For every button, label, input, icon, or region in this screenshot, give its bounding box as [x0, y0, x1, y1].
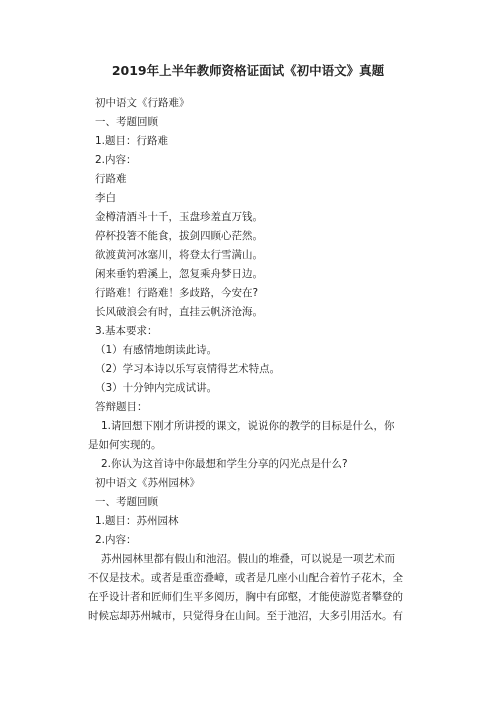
text-line: 初中语文《行路难》 — [95, 97, 190, 109]
text-line: 是如何实现的。 — [88, 439, 162, 451]
text-line: 行路难！行路难！多歧路，今安在? — [95, 287, 259, 299]
text-line: 行路难 — [95, 173, 127, 185]
text-line: 停杯投箸不能食，拔剑四顾心茫然。 — [95, 230, 263, 242]
text-line: 1.请回想下刚才所讲授的课文，说说你的教学的目标是什么，你 — [101, 420, 395, 432]
text-line: 金樽清酒斗十千，玉盘珍羞直万钱。 — [95, 211, 263, 223]
text-line: 在乎设计者和匠师们生平多阅历，胸中有邱壑，才能使游览者攀登的 — [88, 591, 403, 603]
text-line: 1.题目：苏州园林 — [95, 515, 179, 527]
text-line: 欲渡黄河冰塞川，将登太行雪满山。 — [95, 249, 263, 261]
text-line: 时候忘却苏州城市，只觉得身在山间。至于池沼，大多引用活水。有 — [88, 610, 403, 622]
text-line: 长风破浪会有时，直挂云帆济沧海。 — [95, 306, 263, 318]
text-line: 2.内容： — [95, 154, 137, 166]
text-line: 不仅是技术。或者是重峦叠嶂，或者是几座小山配合着竹子花木，全 — [88, 572, 403, 584]
text-line: （3）十分钟内完成试讲。 — [95, 382, 218, 394]
text-line: 一、考题回顾 — [95, 116, 158, 128]
text-line: 李白 — [95, 192, 116, 204]
text-line: 苏州园林里都有假山和池沼。假山的堆叠，可以说是一项艺术而 — [101, 553, 395, 565]
text-line: 答辩题目： — [95, 401, 148, 413]
text-line: 3.基本要求： — [95, 325, 158, 337]
text-line: 一、考题回顾 — [95, 496, 158, 508]
text-line: （1）有感情地朗读此诗。 — [95, 344, 218, 356]
text-line: 初中语文《苏州园林》 — [95, 477, 200, 489]
document-title: 2019年上半年教师资格证面试《初中语文》真题 — [111, 63, 385, 78]
text-line: 2.你认为这首诗中你最想和学生分享的闪光点是什么? — [101, 458, 348, 470]
text-line: （2）学习本诗以乐写哀情得艺术特点。 — [95, 363, 281, 375]
document-body — [88, 94, 408, 626]
text-line: 2.内容： — [95, 534, 137, 546]
text-line: 闲来垂钓碧溪上，忽复乘舟梦日边。 — [95, 268, 263, 280]
text-line: 1.题目：行路难 — [95, 135, 169, 147]
